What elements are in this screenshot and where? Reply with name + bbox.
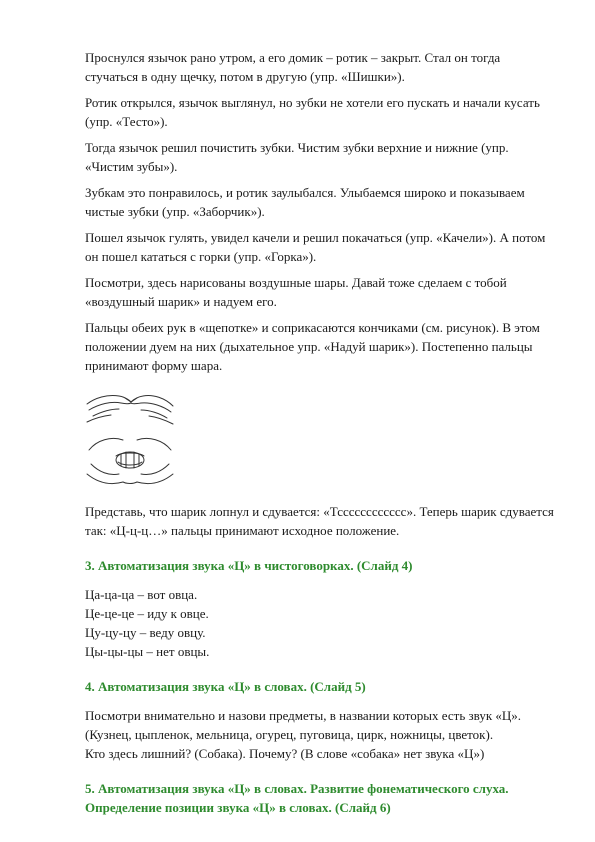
tongue-twister-line: Цы-цы-цы – нет овцы. [85,644,210,659]
paragraph-3: Тогда язычок решил почистить зубки. Чистим зубки верхние и нижние (упр. «Чистим зубы»). [85,140,509,174]
paragraph-1: Проснулся язычок рано утром, а его домик – ротик – закрыт. Стал он тогда стучаться в одну щечку, потом в другую (упр. «Шишки»). [85,50,501,84]
section-5-heading-line-1: 5. Автоматизация звука «Ц» в словах. Развитие фонематического слуха. [85,781,509,796]
spacer [85,547,555,556]
section-4-heading: 4. Автоматизация звука «Ц» в словах. (Слайд 5) [85,679,366,694]
tongue-twister-line: Це-це-це – иду к овце. [85,606,209,621]
hands-illustration [85,382,555,494]
paragraph-6: Посмотри, здесь нарисованы воздушные шары. Давай тоже сделаем с тобой «воздушный шарик» и надуем его. [85,275,507,309]
tongue-twister-line: Цу-цу-цу – веду овцу. [85,625,206,640]
paragraph-4: Зубкам это понравилось, и ротик заулыбался. Улыбаемся широко и показываем чистые зубки (упр. «Заборчик»). [85,185,525,219]
spacer [85,763,555,779]
paragraph-balloon-deflate: Представь, что шарик лопнул и сдувается: «Тсссссссссссс». Теперь шарик сдувается так: «Ц-ц-ц…» пальцы принимают исходное положение. [85,504,554,538]
paragraph-5: Пошел язычок гулять, увидел качели и решил покачаться (упр. «Качели»). А потом он пошел кататься с горки (упр. «Горка»). [85,230,546,264]
spacer [85,661,555,677]
section-4-line: (Кузнец, цыпленок, мельница, огурец, пуговица, цирк, ножницы, цветок). [85,727,494,742]
tongue-twister-line: Ца-ца-ца – вот овца. [85,587,198,602]
document-body [85,48,555,827]
section-3-heading: 3. Автоматизация звука «Ц» в чистоговорках. (Слайд 4) [85,558,413,573]
section-4-line: Кто здесь лишний? (Собака). Почему? (В слове «собака» нет звука «Ц») [85,746,485,761]
section-5-heading-line-2: Определение позиции звука «Ц» в словах. (Слайд 6) [85,800,391,815]
section-4-line: Посмотри внимательно и назови предметы, в названии которых есть звук «Ц». [85,708,522,723]
hands-ball-icon [85,382,175,494]
paragraph-2: Ротик открылся, язычок выглянул, но зубки не хотели его пускать и начали кусать (упр. «Тесто»). [85,95,540,129]
paragraph-7: Пальцы обеих рук в «щепотке» и соприкасаются кончиками (см. рисунок). В этом положении дуем на них (дыхательное упр. «Надуй шарик»). Постепенно пальцы принимают форму шара. [85,320,540,373]
